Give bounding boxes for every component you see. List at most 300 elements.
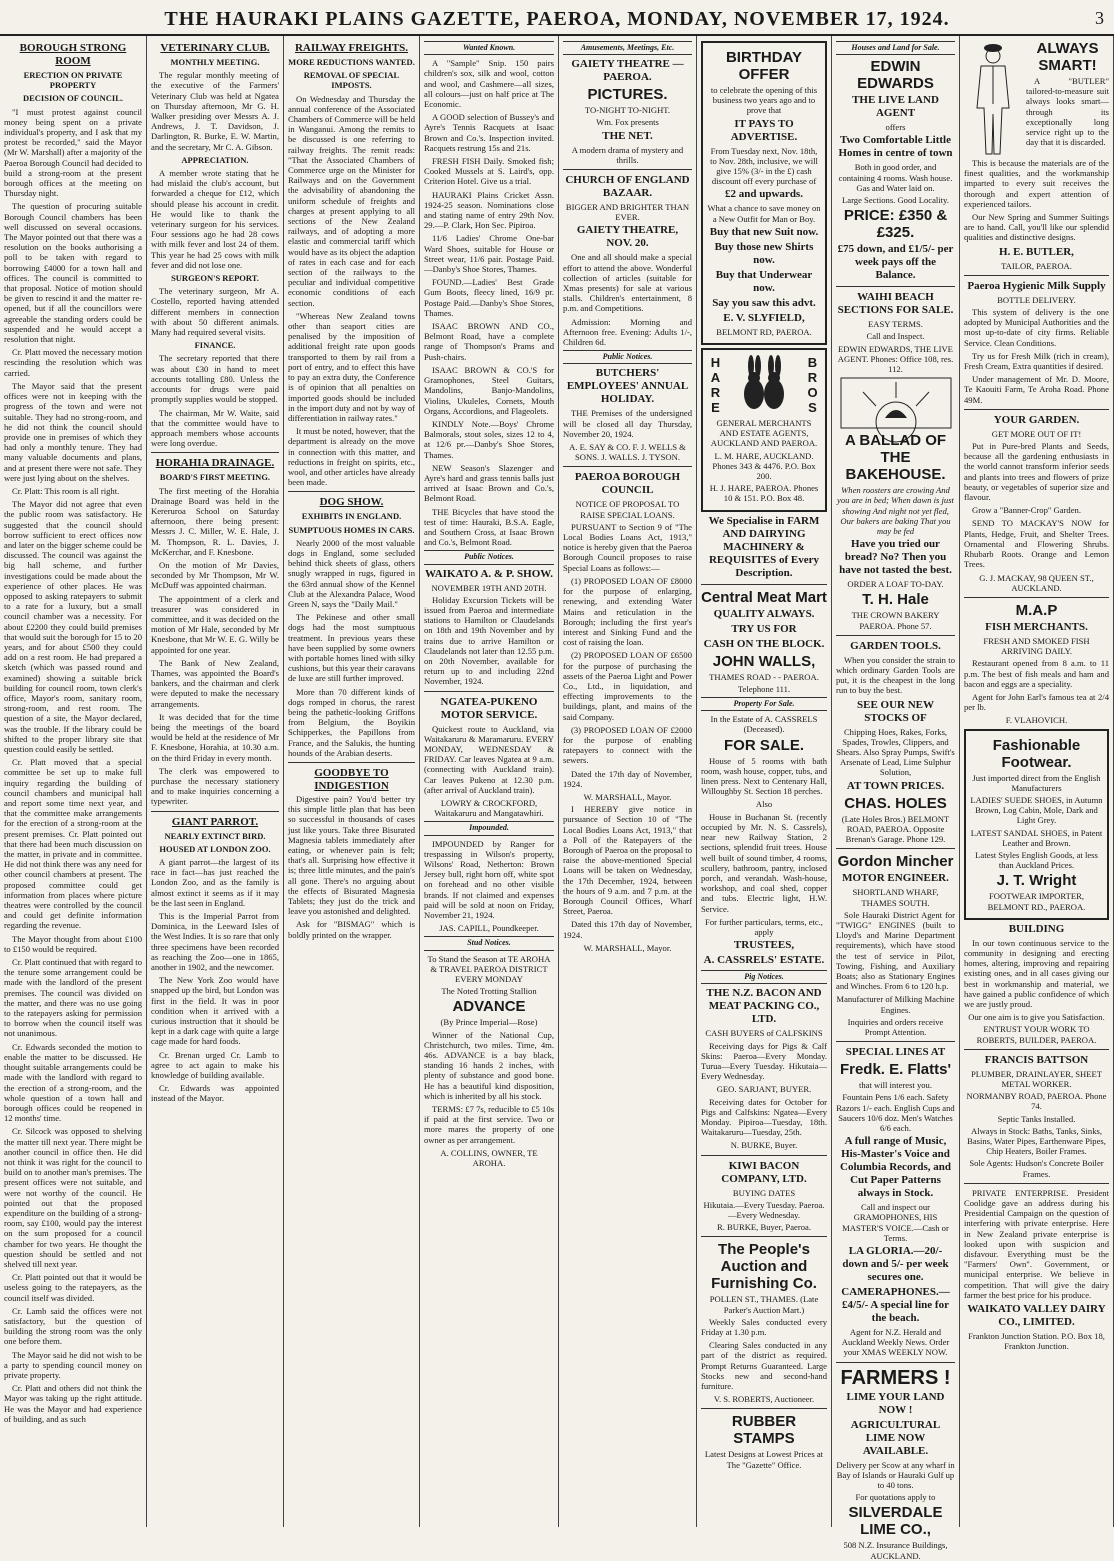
paragraph: The Pekinese and other small dogs had the most sumptuous treatment. In previous years these have been supplied by some owners with portable homes lined with silky cushions, but this year their caravans de luxe are still further improved. [288, 612, 415, 684]
bazaar-tagline: BIGGER AND BRIGHTER THAN EVER. [565, 202, 690, 223]
masthead [0, 0, 1114, 36]
butler-ad-heading [1026, 38, 1109, 158]
advertiser-name: JOHN WALLS, [712, 652, 816, 670]
article-subheading: ERECTION ON PRIVATE PROPERTY [23, 70, 123, 91]
ad-text: AT TOWN PRICES. [846, 779, 945, 792]
ad-text: CASH ON THE BLOCK. [703, 637, 825, 650]
column-veterinary-club [147, 36, 284, 1527]
advertiser-address: NORMANBY ROAD, PAEROA. Phone 74. [966, 1091, 1107, 1112]
advertiser-name: A. CASSRELS' ESTATE. [703, 954, 825, 967]
paragraph: The appointment of a clerk and treasurer was considered in committee, and it was decided on the motion of Mr Hale, seconded by Mr Knesbone, that Mr W. E. G. Willy be appointed for one year. [151, 593, 279, 655]
section-tag: Amusements, Meetings, Etc. [563, 41, 692, 55]
paragraph: This is because the materials are of the finest qualities, and the workmanship imparted to every suit receives the thorough and expert attention of experienced tailors. [964, 158, 1109, 209]
classified-ad: THE Bicycles that have stood the test of time: Hauraki, B.S.A. Eagle, and Southern Cross, at Isaac Brown and Co.'s, Belmont Road. [424, 506, 554, 548]
ad-headline: FOR SALE. [723, 736, 804, 754]
paragraph: Cr. Lamb said the offices were not satisfactory, but the question of building the strong room was the only one before them. [4, 1305, 142, 1347]
ad-text: Septic Tanks Installed. [997, 1113, 1076, 1124]
ad-text: AGRICULTURAL LIME NOW AVAILABLE. [850, 1418, 941, 1457]
paragraph: Put in Pure-bred Plants and Seeds, because all the gardening enthusiasts in the world cannot transform inferior seeds and plants into trees and flowers of prize beauty, or vegetables of superior size and flavour. [964, 441, 1109, 503]
paragraph: A member wrote stating that he had mislaid the club's account, but forwarded a cheque for £12, which should please his account in credit. He would like to thank the veterinary surgeon for his services. Four sessions ago he had 28 cows with milk fever and lost 24 of them. This year he had 25 cows with milk fever and did not lose one. [151, 168, 279, 270]
column-amusements [559, 36, 697, 1527]
section-tag: Pig Notices. [701, 970, 827, 984]
paragraph: Cr. Platt moved that a special committee be set up to make full inquiry regarding the building of council chambers and municipal hall and report some time next year, and that the committee make arrangements for the erection of a strong-room at the present premises. Cr. Platt pointed out that there had been much discussion on the matter, in private and in committee. He did not think there was any need for other council chambers at present. The proposed committee could get information from places where picture theatres were controlled by the council and could get definite information regarding the revenue. [4, 757, 142, 931]
advertiser-name: TRUSTEES, [733, 939, 795, 952]
ad-text: Hikutaia.—Every Tuesday. Paeroa.—Every Wednesday. [703, 1199, 825, 1220]
paragraph: Quickest route to Auckland, via Waitakaruru & Maramaruru. EVERY MONDAY, WEDNESDAY & FRIDAY. Car leaves Ngatea at 9 a.m. (connecting with Auckland train). Car leaves Pukeno at 12.30 p.m. (after arrival of Auckland train). [424, 723, 554, 795]
paragraph: Winner of the National Cup, Christchurch, two miles. Time, 4m. 46s. ADVANCE is a bay black, standing 16 hands 2 inches, with plenty of substance and good bone. He has a beautiful kind disposition, which is inherited by all his stock. [424, 1029, 554, 1101]
paragraph: Cr. Platt pointed out that it would be useless going to the ratepayers, as the council itself was divided. [4, 1272, 142, 1303]
ad-text: FRESH AND SMOKED FISH ARRIVING DAILY. [983, 635, 1090, 657]
paragraph: IMPOUNDED by Ranger for trespassing in Wilson's property, Wilsons' Road, Netherton: Brown Jersey bull, right horn off, white spot on forehead and no other visible brands. If not claimed and expenses paid will be sold at noon on Friday, November 21, 1924. [424, 838, 554, 921]
classified-ad: FRESH FISH Daily. Smoked fish; Cooked Mussels at S. Laird's, opp. Criterion Hotel. Give us a trial. [424, 156, 554, 187]
section-tag: Public Notices. [563, 350, 692, 364]
paragraph: A giant parrot—the largest of its race in fact—has just reached the London Zoo, and as the family is almost extinct it seems as if it may be the last seen in England. [151, 857, 279, 908]
column-classifieds [420, 36, 559, 1527]
ad-text: FISH MERCHANTS. [985, 620, 1088, 633]
divider [964, 597, 1109, 598]
paragraph: Try us for Fresh Milk (rich in cream), Fresh Cream, Extra quantities if desired. [964, 350, 1109, 372]
divider [563, 466, 692, 467]
bazaar-heading: CHURCH OF ENGLAND BAZAAR. [565, 174, 690, 200]
paragraph: Cr. Brenan urged Cr. Lamb to agree to act again to make his knowledge of building available. [151, 1049, 279, 1081]
paragraph: Under management of Mr. D. Moore, Te Kaouiti Farm, Te Aroha Road. Phone 49M. [964, 374, 1109, 405]
ad-text: EASY TERMS. [868, 319, 923, 330]
ad-headline: IT PAYS TO ADVERTISE. [730, 117, 798, 143]
section-tag: Stud Notices. [424, 936, 554, 950]
ad-headline: WAIHI BEACH SECTIONS FOR SALE. [837, 291, 954, 317]
notice-heading: WAIKATO A. & P. SHOW. [424, 567, 554, 580]
divider [424, 691, 554, 692]
divider [701, 1236, 827, 1237]
divider [288, 762, 415, 763]
notice-heading: BUTCHERS' EMPLOYEES' ANNUAL HOLIDAY. [566, 367, 689, 406]
paragraph: Our New Spring and Summer Suitings are to hand. Call, you'll like our splendid qualities and distinctive designs. [964, 212, 1109, 243]
divider [964, 275, 1109, 276]
article-subheading: SUMPTUOUS HOMES IN CARS. [288, 524, 415, 535]
article-heading: HORAHIA DRAINAGE. [155, 457, 275, 470]
footwear-ad [964, 729, 1109, 920]
notice-signature: A. COLLINS, OWNER, TE AROHA. [440, 1147, 538, 1169]
classified-ad: ISAAC BROWN & CO.'S for Gramophones, Steel Guitars, Mandolins, Banjo-Mandolins, Violins, Ukuleles, Cornets, Mouth Organs, Accordions, and Flageolets. [424, 364, 554, 416]
article-subheading: NEARLY EXTINCT BIRD. [164, 830, 266, 841]
paragraph: Cr. Platt: This room is all right. [12, 485, 120, 496]
column-display-ads [697, 36, 832, 1527]
divider [563, 169, 692, 170]
paragraph: House in Buchanan St. (recently occupied by Mr. N. S. Cassrels), near new Railway Station, 2 sections, splendid fruit trees. House well built of sound timber, 4 rooms, scullery, bathroom, pantry, inclosed porch, and verandah. Wash-house, workshop, and coal shed, copper and tubs. Electric light, H.W. Service. [701, 811, 827, 914]
presenter: Wm. Fox presents [596, 117, 659, 128]
ad-text: QUALITY ALWAYS. [713, 607, 815, 620]
ad-text: PLUMBER, DRAINLAYER, SHEET METAL WORKER. [971, 1068, 1102, 1089]
notice-date: NOVEMBER 19TH AND 20TH. [431, 582, 547, 593]
butler-ad-top [964, 38, 1109, 158]
paragraph: The New York Zoo would have snapped up the bird, but London was first in the field. It was in poor condition when it arrived with a curious instruction that it should be kept in a dark cage with quite a large cage made for hard foods. [151, 975, 279, 1047]
section-tag: Public Notices. [424, 550, 554, 564]
ad-text: Fountain Pens 1/6 each. Safety Razors 1/- each. English Cups and Saucers 10/6 doz. Men's Watches 6/6 each. [836, 1092, 955, 1133]
advertiser-address: 508 N.Z. Insurance Buildings, AUCKLAND. [843, 1540, 948, 1561]
advertiser-name: KIWI BACON COMPANY, LTD. [721, 1159, 807, 1185]
notice-signature: A. E. SAY & CO. F. J. WELLS & SONS. J. WALLS. J. TYSON. [569, 442, 686, 463]
stallion-name: ADVANCE [452, 998, 526, 1016]
birthday-offer-ad [701, 41, 827, 345]
paragraph: When you consider the strain to which ordinary Garden Tools are put, it is the cheapest in the long run to buy the best. [836, 654, 955, 696]
bazaar-venue: GAIETY THEATRE, NOV. 20. [576, 224, 679, 250]
advertiser-address: Frankton Junction Station. P.O. Box 18, Frankton Junction. [968, 1331, 1105, 1352]
paragraph: More than 70 different kinds of dogs romped in chorus, the rarest being the pathetic-looking Griffons from Belgium, the Boyikin Schipperkes, the Papillons from France, and the Salukis, the hunting hounds of the Arabian deserts. [288, 686, 415, 758]
ad-headline: A BALLAD OF THE BAKEHOUSE. [844, 432, 947, 484]
advertiser-name: Fredk. E. Flatts' [839, 1061, 952, 1079]
ad-text: Call and Inspect. [866, 331, 925, 342]
classified-ad: 11/6 Ladies' Chrome One-bar Ward Shoes, suitable for House or Street wear, 11/6 pair. Postage Paid.—Danby's Shoe Stores, Thames. [424, 233, 554, 275]
stallion-pedigree: (By Prince Imperial—Rose) [440, 1017, 538, 1028]
bakery-sunrise-illustration-icon [841, 378, 951, 428]
paragraph: The clerk was empowered to purchase the necessary stationery and to make inquiries concerning a typewriter. [151, 765, 279, 807]
classified-ad: A "Sample" Snip. 150 pairs children's sox, silk and wool, cotton and wool, and Cashmere—all sizes, all colours—just on half price at The Economic. [424, 58, 554, 110]
advertiser-name: SILVERDALE LIME CO., [848, 1504, 943, 1539]
paragraph: Weekly Sales conducted every Friday at 1.30 p.m. [701, 1316, 827, 1337]
ad-headline: Two Comfortable Little Homes in centre of town [838, 134, 953, 160]
paragraph: Grow a "Banner-Crop" Garden. [972, 505, 1081, 516]
ad-headline: The People's Auction and Furnishing Co. [711, 1241, 817, 1293]
article-heading: GIANT PARROT. [171, 815, 259, 828]
ad-text: Latest Designs at Lowest Prices at The "Gazette" Office. [704, 1449, 824, 1470]
ad-text: EDWIN EDWARDS, THE LIVE AGENT. Phones: Office 108, res. 112. [837, 343, 954, 375]
article-subheading: EXHIBITS IN ENGLAND. [301, 511, 402, 522]
paragraph: Dated this 17th day of November, 1924. [563, 919, 692, 940]
classified-ad: KINDLY Note.—Boys' Chrome Balmorals, stout soles, sizes 12 to 4, at 12/6 pr.—Danby's Shoe Stores, Thames. [424, 418, 554, 460]
ad-text: TRY US FOR [731, 622, 797, 635]
ad-text: Chipping Hoes, Rakes, Forks, Spades, Trowles, Clippers, and Shears. Also Spray Pumps, Swift's Arsenate of Lead, Lime Sulphur Solution, [836, 726, 955, 778]
paragraph: The veterinary surgeon, Mr A. Costello, reported having attended different members in connection with about 50 different animals. Many had required several visits. [151, 286, 279, 338]
divider [701, 1155, 827, 1156]
paragraph: PRIVATE ENTERPRISE. President Coolidge gave an address during his Presidential Campaign on the question of interfering with private enterprise. Here in New Zealand private enterprise is looked upon with suspicion and disfavour. Everything must be the "Farmers' Own". Government, or municipal enterprise. We believe in competition. That will give the dairy farmer the best price for his produce. [964, 1187, 1109, 1300]
film-title: THE NET. [602, 129, 653, 142]
divider [836, 286, 955, 287]
paragraph: The question of procuring suitable Borough Council chambers has been well discussed on several occasions. The Mayor pointed out that there was a resolution on the books authorising a poll to be taken with regard to borrowing £4000 for a town hall and offices. The council is committed to that proposal. Notice of motion should be given to rescind it and the matter re-opened, but if all the councillors were agreeable the standing orders could be suspended and he would accept a resolution that night. [4, 201, 142, 345]
machinery-ad: We Specialise in FARM AND DAIRYING MACHINERY & REQUISITES of Every Description. [708, 514, 820, 579]
advertiser-name: Gordon Mincher [837, 853, 954, 871]
ad-text: CAMERAPHONES.—£4/5/- A special line for the beach. [841, 1285, 950, 1324]
section-tag: Property For Sale. [701, 697, 827, 711]
advertiser-address: THAMES ROAD - - PAEROA. [709, 671, 819, 682]
ad-text: What a chance to save money on a New Outfit for Man or Boy. [707, 203, 821, 224]
ad-text: LIME YOUR LAND NOW ! [846, 1390, 945, 1416]
paragraph: One and all should make a special effort to attend the above. Wonderful collection of articles (suitable for Xmas presents) for sale at various stalls. Children's entertainment, 8 p.m. and Competitions. [563, 252, 692, 314]
ad-text: Agent for N.Z. Herald and Auckland Weekly News. Order your XMAS WEEKLY NOW. [841, 1326, 950, 1358]
ad-highlight: £2 and upwards. [725, 188, 803, 201]
ad-headline: ALWAYS SMART! [1036, 40, 1099, 74]
ad-text: offers [885, 122, 906, 133]
paragraph: Digestive pain? You'd better try this simple little plan that has been so successful in thousands of cases just like yours. Take three Bisurated Magnesia tablets immediately after eating, or whenever pain is felt; that's all. Surprising how effective it is; three little minutes, and the pain's all gone. There's no arguing about the effects of Bisurated Magnesia Tablets; they just do the trick and leave you astonished and delighted. [288, 794, 415, 917]
classified-ad: NEW Season's Slazenger and Ayre's hard and grass tennis balls just arrived at Isaac Brown and Co.'s, Belmont Road. [424, 462, 554, 504]
ad-text: Both in good order, and containing 4 rooms. Wash house. Gas and Water laid on. [838, 162, 953, 193]
advertiser-name: FRANCIS BATTSON [984, 1053, 1089, 1066]
hares-illustration-icon [734, 354, 794, 416]
advertiser-name: J. T. Wright [996, 872, 1077, 890]
paragraph: Cr. Silcock was opposed to shelving the matter till next year. There might be another council in office then. He did not think it was right for the council to build on to another man's premises. The present offices were not suitable, and were not worthy of the council. He pointed out that the proposed expenditure on the building of a strong-room, say £100, would pay the interest on the sum proposed for a council chamber for two years. He thought the question should be settled and not shelved till next year. [4, 1126, 142, 1269]
ad-text: For quotations apply to [855, 1492, 936, 1503]
column-railway-freights [284, 36, 420, 1527]
article-heading: VETERINARY CLUB. [160, 42, 270, 54]
advertiser-name: H. E. BUTLER, [999, 245, 1074, 258]
ad-text: Inquiries and orders receive Prompt Attention. [847, 1016, 944, 1037]
paragraph: Receiving days for Pigs & Calf Skins: Paeroa—Every Monday. Turua—Every Tuesday. Hikutaia—Every Wednesday. [701, 1040, 827, 1082]
ad-highlight: Buy that new Suit now. [709, 225, 819, 238]
ad-headline: HARE [708, 355, 723, 416]
paragraph: Restaurant opened from 8 a.m. to 11 p.m. The best of fish meals and ham and bacon and eggs are a speciality. [964, 658, 1109, 689]
ad-text: BOTTLE DELIVERY. [997, 294, 1076, 305]
hare-bros-ad [701, 348, 827, 512]
ad-text: Latest Styles English Goods, at less than Auckland Prices. [975, 849, 1098, 871]
paragraph: The regular monthly meeting of the executive of the Farmers' Veterinary Club was held at Ngatea on Thursday afternoon, Mr G. H. Walker presiding over Messrs A. J. Andrews, J. T. Davidson, J. Darlington, R. Burke, E. W. Martin, and the secretary, Mr C. A. Gibson. [151, 70, 279, 152]
paragraph: "I must protest against council money being spent on a private individual's property, and I ask that my protest be recorded," said the Mayor (Mr W. Marshall) after a majority of the Paeroa Borough Council had decided to build a strong-room at the present borough offices at the meeting on Thursday night. [4, 106, 142, 199]
notice-signature: GEO. SARJANT, BUYER. [716, 1084, 812, 1095]
ad-highlight: Buy that Underwear now. [715, 268, 813, 294]
advertiser-name: EDWIN EDWARDS [857, 58, 934, 93]
ad-headline: YOUR GARDEN. [993, 413, 1080, 426]
article-subheading: REMOVAL OF SPECIAL IMPOSTS. [303, 70, 400, 91]
ad-headline: M.A.P [1015, 601, 1058, 619]
notice-subheading: NOTICE OF PROPOSAL TO RAISE SPECIAL LOANS. [575, 499, 680, 520]
advertiser-phone: Telephone 111. [737, 683, 791, 694]
paragraph: Cr. Edwards was appointed instead of the Mayor. [151, 1083, 279, 1104]
newspaper-title: THE HAURAKI PLAINS GAZETTE, PAEROA, MONDAY, NOVEMBER 17, 1924. [164, 8, 950, 30]
ad-text: MOTOR ENGINEER. [842, 872, 949, 885]
divider [701, 1408, 827, 1409]
divider [701, 584, 827, 585]
divider [836, 635, 955, 636]
classified-ad: A GOOD selection of Bussey's and Ayre's Tennis Racquets at Isaac Brown and Co.'s. Inspection invited. Racquets restrung 15s and 21s. [424, 112, 554, 153]
ad-text: Always in Stock: Baths, Tanks, Sinks, Basins, Water Pipes, Earthenware Pipes, Chip Heaters, Boiler Frames. [967, 1125, 1106, 1157]
article-heading: BOROUGH STRONG ROOM [19, 42, 127, 67]
ad-text: A full range of Music, His-Master's Voice and Columbia Records, and Cut Paper Patterns always in Stock. [840, 1135, 951, 1200]
paragraph: On Wednesday and Thursday the annual conference of the Associated Chambers of Commerce will be held in Wanganui. Among the remits to be discussed is one referring to railway freights. The remit reads: "That the Associated Chambers of Commerce urge on the Minister for Railways and on the Government the advisability of abandoning the uniform schedule of freights and charges at present applying to all sections of the New Zealand railways, and of adopting a more elastic and commercial tariff which would have as its object the adaption of rates in each case and for each section of the railways to the peculiar and individual competitive economic conditions of each section. [288, 93, 415, 308]
ad-text: For further particulars, terms, etc., apply [705, 916, 823, 937]
ad-text: H. J. HARE, PAEROA. Phones 10 & 151. P.O. Box 48. [709, 483, 819, 504]
paragraph: Receiving dates for October for Pigs and Calfskins: Ngatea—Every Monday. Pipiroa—Tuesday, 18th. Waitakaruru—Tuesday, 25th. [701, 1096, 827, 1138]
column-always-smart [960, 36, 1114, 1527]
ad-highlight: Say you saw this advt. [712, 296, 816, 309]
paragraph: Nearly 2000 of the most valuable dogs in England, some secluded behind thick sheets of glass, others snugly wrapped in rugs, figured in the 63rd annual show of the Kennel Club at the Alexandra Palace, Wood Green N, says the "Daily Mail." [288, 537, 415, 609]
ad-text: LA GLORIA.—20/- down and 5/- per week secures one. [842, 1244, 949, 1283]
notice-signature: W. MARSHALL, Mayor. [583, 942, 672, 953]
section-tag: Wanted Known. [424, 41, 554, 55]
section-tag: Houses and Land for Sale. [836, 41, 955, 55]
ad-headline: RUBBER STAMPS [731, 1413, 797, 1448]
divider [151, 811, 279, 812]
paragraph: (3) PROPOSED LOAN OF £2000 for the purpose of enabling ratepayers to connect with the sewers. [563, 724, 692, 766]
stud-intro: The Noted Trotting Stallion [441, 986, 537, 997]
ad-text: Call and inspect our GRAMOPHONES, HIS MASTER'S VOICE.—Cash or Terms. [842, 1202, 949, 1243]
ad-text: ENTRUST YOUR WORK TO ROBERTS, BUILDER, PAEROA. [976, 1024, 1097, 1045]
classified-ad: HAURAKI Plains Cricket Assn. 1924-25 season. Nominations close and stating name of entry 29th Nov. 29.—P. Clark, Hon Sec. Pipiroa. [424, 189, 554, 231]
paragraph: Cr. Edwards seconded the motion to enable the matter to be discussed. He thought suitable arrangements could be made with the landlord with regard to the erection of a strong-room, and the whole question of a town hall and borough offices could be reopened in 12 months' time. [4, 1041, 142, 1124]
ad-text: THE LIVE LAND AGENT [852, 94, 939, 120]
ad-text: to celebrate the opening of this business two years ago and to prove that [710, 85, 818, 116]
ad-headline: GARDEN TOOLS. [850, 639, 941, 652]
ad-text: BUYING DATES [732, 1187, 796, 1198]
notice-heading: PAEROA BOROUGH COUNCIL [574, 471, 681, 497]
paragraph: I HEREBY give notice in pursuance of Section 10 of "The Local Bodies Loans Act, 1913," that a Poll of the Ratepayers of the Borough of Paeroa on the proposal to raise the above-mentioned Special Loans will be taken on Wednesday, the 17th December, 1924, between the hours of 9 a.m. and 7 p.m. at the Borough Council Offices, Wharf Street, Paeroa. [563, 804, 692, 917]
hare-bros-logo [707, 354, 821, 416]
ad-text: Just imported direct from the English Manufacturers [972, 772, 1101, 793]
paragraph: Cr. Platt continued that with regard to the tenure some arrangement could be made with the landlord of the present premises. The council was divided on the matter, and there was no use going to the ratepayers asking for permission to borrow when the council itself was not unanimous. [4, 957, 142, 1039]
advertiser-address: SHORTLAND WHARF, THAMES SOUTH. [852, 887, 939, 908]
advertiser-address: THE CROWN BAKERY PAEROA. Phone 57. [851, 610, 940, 631]
paragraph: The Mayor said that the present offices were not in keeping with the progress of the town and were not suitable. They had no strong-room, and he did not think the council should provide one in premises of which they had only a monthly tenure. They had many valuable documents and plans, and at present there were not safe. They were just lying about on the shelves. [4, 380, 142, 483]
paragraph: TERMS: £7 7s, reducible to £5 10s if paid at the first service. Two or more mares the property of one owner as per arrangement. [424, 1104, 554, 1145]
notice-signature: R. BURKE, Buyer, Paeroa. [717, 1222, 811, 1233]
showtime: TO-NIGHT TO-NIGHT. [584, 105, 671, 116]
advertiser-address: TAILOR, PAEROA. [1001, 260, 1072, 271]
column-houses-and-land [832, 36, 960, 1561]
advertiser-address: BELMONT RD, PAEROA. [716, 326, 812, 337]
notice-signature: N. BURKE, Buyer. [730, 1140, 798, 1151]
ad-text: LADIES' SUEDE SHOES, in Autumn Brown, Log Cabin, Mole, Dark and Light Grey. [970, 794, 1103, 826]
ad-text: Our one aim is to give you Satisfaction. [968, 1012, 1105, 1023]
ad-text: From Tuesday next, Nov. 18th, to Nov. 28th, inclusive, we will give 15% (3/- in the £) cash discount off every purchase of [710, 145, 818, 187]
paragraph: It must be noted, however, that the department is already on the move in connection with this matter, and reductions in freight on spirits, etc., wool, and other articles have already been made. [288, 426, 415, 488]
section-heading: APPRECIATION. [181, 154, 249, 165]
pictures-heading: PICTURES. [587, 86, 668, 104]
divider [836, 1041, 955, 1042]
ad-text: GET MORE OUT OF IT! [991, 428, 1082, 439]
advertiser-name: G. J. MACKAY, 98 QUEEN ST., AUCKLAND. [979, 572, 1094, 593]
classified-ad: ISAAC BROWN AND CO., Belmont Road, have a complete range of Thompson's Prams and Push-chairs. [424, 321, 554, 362]
ad-headline: SPECIAL LINES AT [845, 1046, 946, 1059]
ad-headline: BUILDING [1008, 922, 1065, 935]
paragraph: (1) PROPOSED LOAN OF £8000 for the purpose of enlarging, renewing, and extending Water Mains and reticulation in the Borough; including the first year's interest and Sinking Fund and the cost of raising the loan. [563, 575, 692, 648]
paragraph: A "BUTLER" tailored-to-measure suit always looks smart—through its exceptionally long service right up to the day that it is discarded. [1026, 76, 1109, 148]
advertiser-name: E. V. SLYFIELD, [723, 311, 805, 324]
ballad-verse: When roosters are crowing And you are in bed; When dawn is just showing And night not yet fled, Our bakers are baking That you may be fed [837, 485, 954, 537]
advertiser-name: CHAS. HOLES [844, 794, 947, 812]
column-borough-strong-room [0, 36, 147, 1527]
paragraph: SEND TO MACKAY'S NOW for Plants, Hedge, Fruit, and Shelter Trees. Ornamental and Flowering Shrubs. Rhubarb Roots. Orange and Lemon Trees. [964, 518, 1109, 570]
advertiser-name: THE N.Z. BACON AND MEAT PACKING CO., LTD. [706, 987, 822, 1026]
tailored-suit-man-illustration-icon [964, 38, 1022, 158]
paragraph: House of 5 rooms with bath room, wash house, copper, tubs, and linen press. Next to Centenary Hall, Willoughby St. Section 18 perches. [701, 755, 827, 797]
divider [836, 1362, 955, 1363]
notice-signature: JAS. CAPILL, Poundkeeper. [439, 923, 539, 934]
paragraph: Holiday Excursion Tickets will be issued from Paeroa and intermediate stations to Hamilton or Claudelands on 18th and 19th November and by trains due to arrive Hamilton or Claudelands not later than 12.55 p.m. on 20th November, available for return up to and including 22nd November, 1924. [424, 594, 554, 687]
notice-signature: LOWRY & CROCKFORD, Waitakaruru and Mangatawhiri. [434, 798, 544, 819]
ad-highlight: Buy those new Shirts now. [714, 240, 814, 266]
paragraph: Ask for "BISMAG" which is boldly printed on the wrapper. [288, 919, 415, 940]
paragraph: The chairman, Mr W. Waite, said that the committee would have to approach members whose accounts were long overdue. [151, 407, 279, 449]
ad-text: SEE OUR NEW STOCKS OF [856, 698, 935, 724]
paragraph: The Mayor thought from about £100 to £150 would be required. [4, 933, 142, 954]
paragraph: Dated the 17th day of November, 1924. [563, 768, 692, 789]
classified-ad: FOUND.—Ladies' Best Grade Gum Boots, fleecy lined, 16/9 pr. Postage Paid.—Danby's Shoe Stores, Thames. [424, 277, 554, 318]
advertiser-name: WAIKATO VALLEY DAIRY CO., LIMITED. [967, 1303, 1106, 1329]
paragraph: In our town continuous service to the community in designing and erecting homes, altering, improving and repairing existing ones, and in all cases giving our best in workmanship and material, we have gained a public confidence of which we are justly proud. [964, 937, 1109, 1009]
paragraph: The Mayor said he did not wish to be a party to spending council money on private property. [4, 1349, 142, 1380]
paragraph: The Bank of New Zealand, Thames, was appointed the Board's bankers, and the chairman and clerk were deputed to make the necessary arrangements. [151, 657, 279, 709]
article-heading: RAILWAY FREIGHTS. [294, 42, 409, 54]
ad-text: Delivery per Scow at any wharf in Bay of Islands or Hauraki Gulf up to 40 tons. [836, 1459, 955, 1490]
paragraph: Sole Hauraki District Agent for "TWIGG" ENGINES (built to Lloyd's and Marine Department requirements), which have stood the test of service in Pilot, Towing, Fishing, and Auxiliary Boats; also as Stationary Engines and Winches. From 6 to 120 h.p. [836, 909, 955, 992]
paragraph: The secretary reported that there was about £30 in hand to meet accounts totalling £80. Unless the accounts for drugs were paid promptly supplies would be stopped. [151, 353, 279, 405]
divider [964, 409, 1109, 410]
article-heading: GOODBYE TO INDIGESTION [314, 767, 389, 792]
divider [288, 491, 415, 492]
ad-headline: BROS [805, 355, 820, 416]
ad-text: Sole Agents: Hudson's Concrete Boiler Frames. [969, 1158, 1104, 1179]
notice-signature: W. MARSHALL, Mayor. [583, 791, 672, 802]
paragraph: THE Premises of the undersigned will be closed all day Thursday, November 20, 1924. [563, 408, 692, 439]
paragraph: PURSUANT to Section 9 of "The Local Bodies Loans Act, 1913," notice is hereby given that the Paeroa Borough Council proposes to raise Special Loans as follows:— [563, 521, 692, 573]
stud-intro: To Stand the Season at TE AROHA & TRAVEL PAEROA DISTRICT EVERY MONDAY [427, 953, 551, 985]
advertiser-address: (Late Holes Bros.) BELMONT ROAD, PAEROA. Opposite Brenan's Garage. Phone 129. [841, 813, 950, 845]
paragraph: On the motion of Mr Davies, seconded by Mr Thompson, Mr W. McDuff was appointed chairman. [151, 559, 279, 591]
ad-price: PRICE: £350 & £325. [843, 207, 948, 242]
section-heading: FINANCE. [194, 340, 236, 351]
article-subheading: MONTHLY MEETING. [170, 57, 260, 67]
paragraph: This system of delivery is the one adopted by Municipal Authorities and the most up-to-date of city firms. Reliable Service. Clean Conditions. [964, 307, 1109, 348]
paragraph: Cr. Platt and others did not think the Mayor was taking up the right attitude. He was the Mayor and had experience of building, and as such [4, 1383, 142, 1424]
section-heading: SURGEON'S REPORT. [171, 273, 259, 284]
ad-text: £75 down, and £1/5/- per week pays off the Balance. [837, 243, 954, 282]
paragraph: Clearing Sales conducted in any part of the district as required. Prompt Returns Guaranteed. Large Stocks new and second-hand furniture. [701, 1340, 827, 1391]
advertiser-address: POLLEN ST., THAMES. (Late Parker's Auction Mart.) [709, 1294, 819, 1315]
ad-text: CASH BUYERS of CALFSKINS [705, 1028, 823, 1039]
notice-signature: V. S. ROBERTS, Auctioneer. [713, 1394, 815, 1405]
advertiser-name: F. VLAHOVICH. [1005, 715, 1068, 726]
article-subheading: BOARD'S FIRST MEETING. [159, 472, 271, 483]
section-heading: HOUSED AT LONDON ZOO. [159, 843, 271, 854]
paragraph: The first meeting of the Horahia Drainage Board was held in the Kereruroa School on Saturday afternoon, there being present: Messrs J. C. Miller, W. E. Hale, J. M. Thompson, R. L. Davies, J. McKerchar, and F. Knesbone. [151, 485, 279, 557]
advertiser-name: T. H. Hale [862, 591, 929, 609]
notice-heading: NGATEA-PUKENO MOTOR SERVICE. [440, 695, 538, 721]
ad-text: Also [755, 799, 773, 810]
section-tag: Impounded. [424, 821, 554, 835]
ad-headline: BIRTHDAY OFFER [725, 49, 803, 83]
ad-text: Manufacturer of Milking Machine Engines. [836, 994, 955, 1015]
paragraph: The Mayor did not agree that even the public room was satisfactory. He suggested that the council should borrow sufficient to erect offices now and later on the bigger scheme could be discussed. The council was against the big hall scheme, and further investigations could be made about the experience of other places. He was opposed to asking ratepayers to submit to a rate for a luxury, but a small council chamber was a necessity. For about £2200 they could build premises that would suit the borough for 15 to 20 years, and for about £500 they could add on a rest room. He had prepared a sketch (which was passed round and examined) showing a suitable brick building for council room, town clerk's office, Mayor's room, sanitary room, strong-room, and rest room. The question of a site, the Mayor declared, was the trouble. If the library could be shifted to the proper library site that question could easily be settled. [4, 499, 142, 754]
paragraph: This is the Imperial Parrot from Dominica, in the Leeward Isles of the West Indies. It is so rare that only three specimens have been recorded as reaching the Zoo—one in 1865, another in 1902, and the newcomer. [151, 911, 279, 973]
advertiser-address: FOOTWEAR IMPORTER, BELMONT RD., PAEROA. [987, 891, 1086, 912]
paragraph: It was decided that for the time being the meetings of the board would be held at the residence of Mr F. Knesbone, Horahia, at 10.30 a.m. on the third Friday in every month. [151, 711, 279, 763]
paragraph: "Whereas New Zealand towns other than seaport cities are penalised by the imposition of additional freight rate upon goods transported to them by rail from a port of entry, and to effect this have to pay an extra duty, the Conference is of opinion that all penalties on imported goods should be included in the import duty and not by way of differentiation in railway rates." [288, 310, 415, 423]
ad-text: that will interest you. [858, 1080, 933, 1091]
paragraph: (2) PROPOSED LOAN OF £6500 for the purpose of purchasing the assets of the Paeroa Light and Power Co., Ltd., in liquidation, and effecting improvements to the buildings, plant, and mains of the said Company. [563, 650, 692, 722]
page-number: 3 [1095, 8, 1104, 28]
ad-headline: Paeroa Hygienic Milk Supply [967, 279, 1106, 292]
article-subheading: DECISION OF COUNCIL. [22, 93, 124, 104]
ad-headline: Fashionable Footwear. [992, 736, 1081, 771]
divider [964, 1049, 1109, 1050]
ad-text: GENERAL MERCHANTS AND ESTATE AGENTS, AUCKLAND AND PAEROA. [710, 418, 818, 449]
divider [836, 848, 955, 849]
ad-text: ORDER A LOAF TO-DAY. [847, 579, 944, 590]
ad-text: Have you tried our bread? No? Then you have not tasted the best. [839, 538, 952, 577]
ad-text: In the Estate of A. CASSRELS (Deceased). [710, 714, 818, 735]
divider [964, 1183, 1109, 1184]
article-heading: DOG SHOW. [319, 496, 384, 509]
ad-text: Large Sections. Good Locality. [842, 195, 949, 206]
ad-text: L. M. HARE, AUCKLAND. Phones 343 & 4476. P.O. Box 200. [712, 450, 816, 482]
ad-headline: FARMERS ! [840, 1366, 951, 1389]
film-description: A modern drama of mystery and thrills. [571, 144, 684, 165]
ad-headline: Central Meat Mart [701, 588, 827, 606]
article-subheading: MORE REDUCTIONS WANTED. [288, 57, 415, 67]
ad-text: LATEST SANDAL SHOES, in Patent Leather and Brown. [970, 827, 1103, 848]
divider [151, 452, 279, 453]
paragraph: Cr. Platt moved the necessary motion rescinding the resolution which was carried. [4, 347, 142, 378]
paragraph: Admission: Morning and Afternoon free. Evening: Adults 1/-, Children 6d. [563, 316, 692, 348]
paragraph: Agent for John Earl's famous tea at 2/4 per lb. [964, 691, 1109, 713]
theatre-name: GAIETY THEATRE — PAEROA. [571, 58, 684, 84]
